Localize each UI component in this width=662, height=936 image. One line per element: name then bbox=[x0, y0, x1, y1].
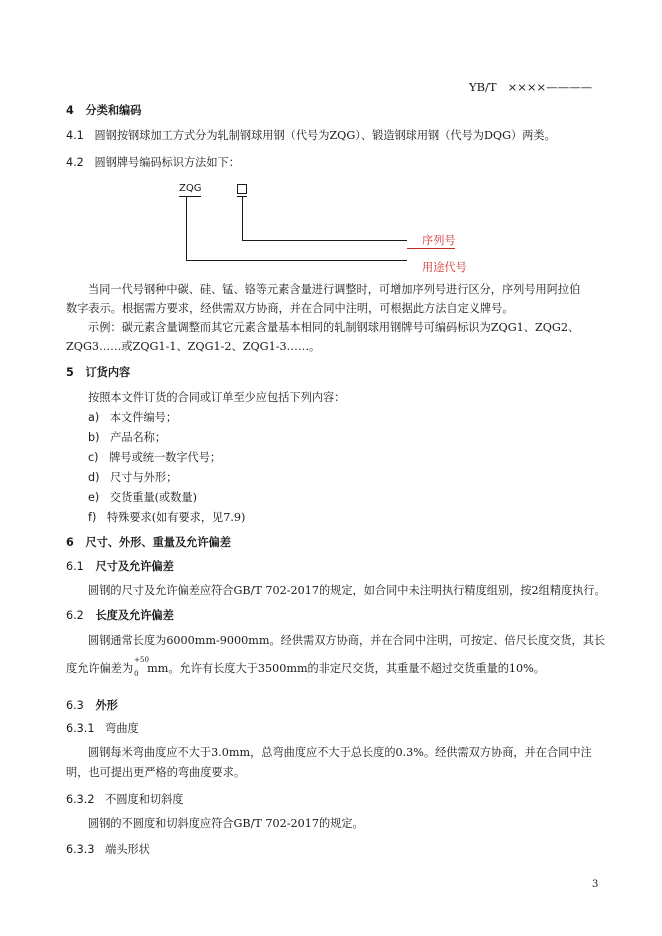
tolerance-upper: +50 bbox=[134, 656, 149, 664]
page-number: 3 bbox=[592, 879, 599, 890]
tolerance bbox=[133, 656, 149, 678]
paragraph-line: 当同一代号钢种中碳、硅、锰、铬等元素含量进行调整时，可增加序列号进行区分，序列号用阿拉伯 bbox=[88, 283, 581, 296]
diagram-code-underline bbox=[179, 196, 201, 197]
diagram-red-divider bbox=[407, 248, 455, 249]
list-item bbox=[88, 511, 245, 525]
clause-number: 4.2 bbox=[66, 156, 84, 169]
clause-6-1-text: 圆钢的尺寸及允许偏差应符合GB/T 702-2017的规定，如合同中未注明执行精度组别，按2组精度执行。 bbox=[88, 584, 606, 597]
clause-6-3-2-text: 圆钢的不圆度和切斜度应符合GB/T 702-2017的规定。 bbox=[88, 817, 364, 830]
list-marker: e) bbox=[88, 491, 100, 504]
list-marker: d) bbox=[88, 471, 100, 484]
diagram-use-leader bbox=[186, 260, 407, 261]
diagram-serial-connector bbox=[242, 196, 243, 240]
clause-6-3-3-heading bbox=[66, 843, 150, 857]
standard-code: YB/T bbox=[469, 80, 497, 94]
clause-text: 圆钢牌号编码标识方法如下： bbox=[94, 156, 240, 169]
section-4-heading bbox=[66, 104, 141, 118]
list-text: 牌号或统一数字代号； bbox=[109, 451, 222, 464]
clause-title: 尺寸及允许偏差 bbox=[95, 560, 174, 573]
list-item bbox=[88, 431, 166, 445]
list-item bbox=[88, 451, 221, 465]
clause-number: 6.3.3 bbox=[66, 843, 95, 856]
clause-6-2-line: 圆钢通常长度为6000mm-9000mm。经供需双方协商，并在合同中注明，可按定、倍尺长度交货，其长 bbox=[88, 634, 606, 647]
section-6-heading bbox=[66, 536, 231, 550]
clause-6-3-1-heading bbox=[66, 722, 139, 736]
list-text: 产品名称； bbox=[110, 431, 167, 444]
clause-6-3-1-line: 圆钢每米弯曲度应不大于3.0mm，总弯曲度应不大于总长度的0.3%。经供需双方协商，并在合同中注 bbox=[88, 746, 592, 759]
list-text: 尺寸与外形； bbox=[110, 471, 178, 484]
list-marker: a) bbox=[88, 411, 100, 424]
list-text: 特殊要求(如有要求，见7.9) bbox=[106, 511, 246, 524]
list-text: 交货重量(或数量) bbox=[109, 491, 197, 504]
section-5-heading bbox=[66, 366, 130, 380]
clause-number: 6.3.2 bbox=[66, 793, 95, 806]
clause-6-2-heading bbox=[66, 609, 174, 623]
clause-title: 端头形状 bbox=[105, 843, 150, 856]
clause-title: 外形 bbox=[95, 699, 118, 712]
clause-title: 不圆度和切斜度 bbox=[105, 793, 184, 806]
example-line: 示例：碳元素含量调整而其它元素含量基本相同的轧制钢球用钢牌号可编码标识为ZQG1、ZQG2、 bbox=[88, 321, 580, 334]
clause-6-3-heading bbox=[66, 699, 118, 713]
clause-4-1 bbox=[66, 129, 556, 143]
diagram-use-connector bbox=[186, 196, 187, 260]
header-standard bbox=[469, 80, 592, 94]
text-segment: mm。允许有长度大于3500mm的非定尺交货，其重量不超过交货重量的10%。 bbox=[147, 662, 545, 675]
list-item bbox=[88, 411, 177, 425]
diagram-code: ZQG bbox=[179, 183, 202, 194]
list-marker: f) bbox=[88, 511, 97, 524]
paragraph-line: 数字表示。根据需方要求，经供需双方协商，并在合同中注明，可根据此方法自定义牌号。 bbox=[66, 302, 514, 315]
list-marker: b) bbox=[88, 431, 100, 444]
section-number: 4 bbox=[66, 104, 74, 117]
diagram-serial-box bbox=[237, 184, 247, 194]
section-title: 分类和编码 bbox=[85, 104, 142, 117]
clause-text: 圆钢按钢球加工方式分为轧制钢球用钢（代号为ZQG）、锻造钢球用钢（代号为DQG）两类。 bbox=[94, 129, 556, 142]
clause-4-2 bbox=[66, 156, 240, 170]
clause-title: 弯曲度 bbox=[105, 722, 139, 735]
section-title: 订货内容 bbox=[85, 366, 131, 379]
clause-title: 长度及允许偏差 bbox=[95, 609, 174, 622]
section-title: 尺寸、外形、重量及允许偏差 bbox=[85, 536, 231, 549]
text-segment: 度允许偏差为 bbox=[66, 662, 134, 675]
example-line: ZQG3……或ZQG1-1、ZQG1-2、ZQG1-3……。 bbox=[66, 340, 321, 353]
clause-number: 6.3 bbox=[66, 699, 84, 712]
clause-number: 6.1 bbox=[66, 560, 84, 573]
clause-number: 4.1 bbox=[66, 129, 84, 142]
list-item bbox=[88, 471, 177, 485]
standard-number-placeholder: ××××———— bbox=[507, 80, 593, 94]
list-marker: c) bbox=[88, 451, 99, 464]
diagram-label-serial: 序列号 bbox=[422, 234, 456, 247]
section-number: 5 bbox=[66, 366, 74, 379]
diagram-serial-leader bbox=[242, 240, 407, 241]
clause-6-2-line bbox=[66, 656, 545, 678]
clause-number: 6.2 bbox=[66, 609, 84, 622]
diagram-label-use: 用途代号 bbox=[422, 261, 467, 274]
tolerance-lower: 0 bbox=[134, 670, 139, 678]
clause-6-3-2-heading bbox=[66, 793, 183, 807]
section-number: 6 bbox=[66, 536, 74, 549]
list-text: 本文件编号； bbox=[109, 411, 178, 424]
list-item bbox=[88, 491, 197, 505]
clause-6-3-1-line: 明，也可提出更严格的弯曲度要求。 bbox=[66, 766, 246, 779]
clause-6-1-heading bbox=[66, 560, 174, 574]
clause-number: 6.3.1 bbox=[66, 722, 95, 735]
order-intro: 按照本文件订货的合同或订单至少应包括下列内容： bbox=[88, 391, 346, 404]
